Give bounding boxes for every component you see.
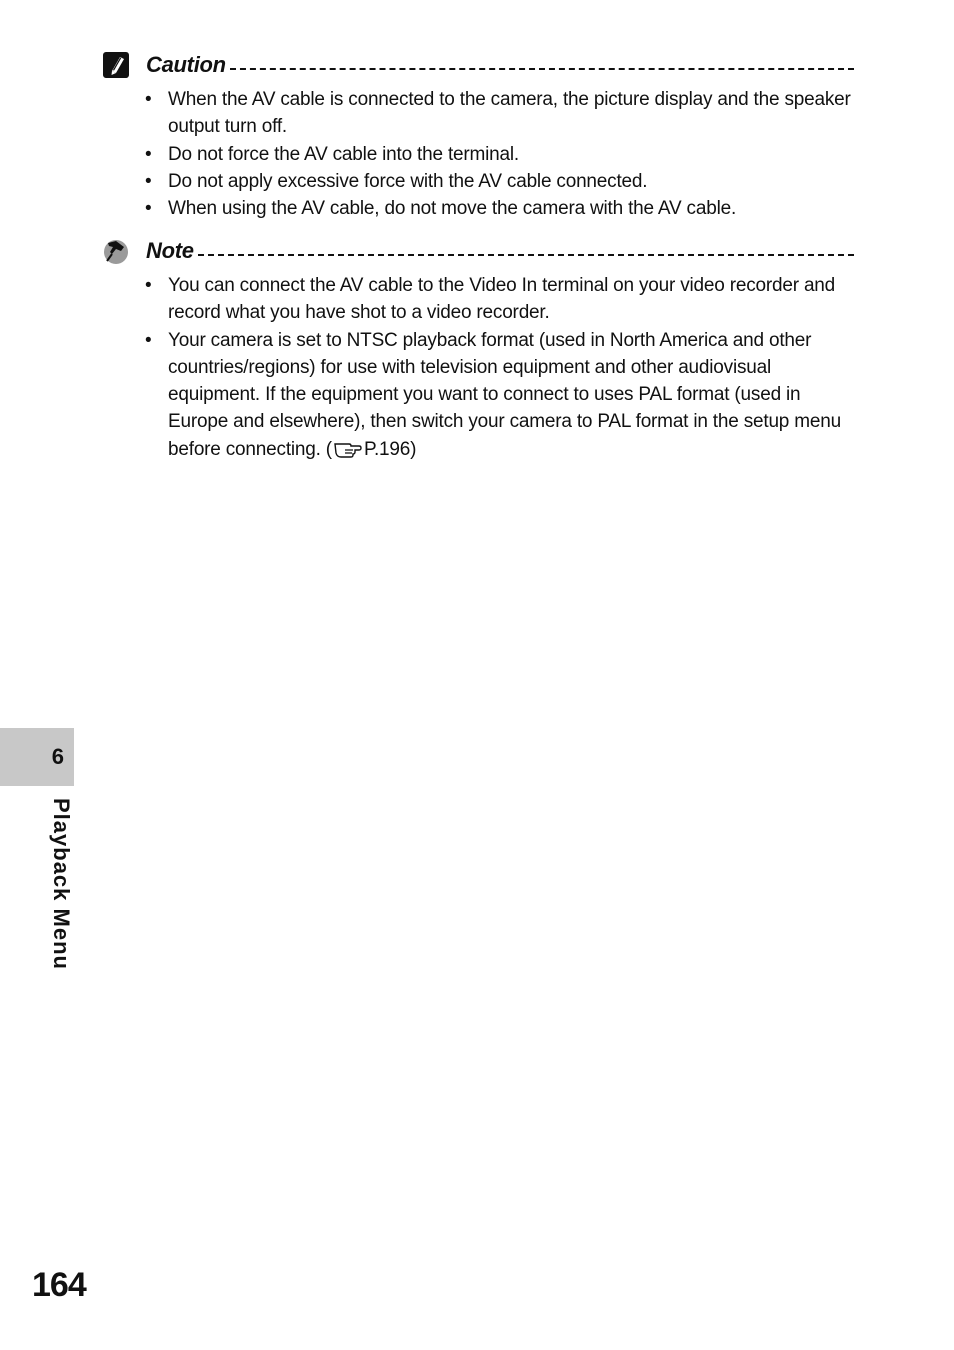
bullet: • [145,170,152,192]
list-item-text: When the AV cable is connected to the camera, the picture display and the speaker output turn off. [168,89,851,138]
list-item-text: You can connect the AV cable to the Video In terminal on your video recorder and record what you have shot to a video recorder. [168,275,836,324]
note-header [102,236,854,266]
list-item-text: Do not force the AV cable into the terminal. [168,143,519,165]
caution-list [102,86,854,222]
list-item-text: Do not apply excessive force with the AV cable connected. [168,170,648,192]
note-title: Note [146,238,194,263]
bullet: • [145,329,152,351]
caution-pencil-icon [102,51,130,79]
bullet: • [145,143,152,165]
list-item-text: When using the AV cable, do not move the camera with the AV cable. [168,198,737,220]
chapter-tab [0,728,74,786]
caution-dashed-rule [230,68,854,70]
bullet: • [145,198,152,220]
page-number: 164 [32,1266,86,1304]
list-item [102,86,854,141]
bullet: • [145,89,152,110]
caution-header [102,50,854,80]
list-item-text: Your camera is set to NTSC playback format (used in North America and other countries/regions) for use with television equipment and other audiovisual equipment. If the equipment you want to connect to uses PAL format (used in Europe and elsewhere), then switch your camera to PAL format in the setup menu before connecting. ( [168,329,841,460]
caution-title: Caution [146,52,226,77]
list-item [102,327,854,463]
chapter-number: 6 [51,744,64,769]
list-item [102,168,854,195]
pointing-hand-icon [333,438,363,458]
note-pin-icon [102,237,130,265]
note-list [102,272,854,463]
page-reference[interactable]: P.196) [363,438,417,460]
list-item [102,141,854,168]
list-item [102,272,854,327]
bullet: • [145,275,152,296]
caution-section [102,50,854,222]
note-dashed-rule [198,254,854,256]
list-item [102,195,854,222]
note-section [102,236,854,463]
chapter-title: Playback Menu [49,798,74,970]
